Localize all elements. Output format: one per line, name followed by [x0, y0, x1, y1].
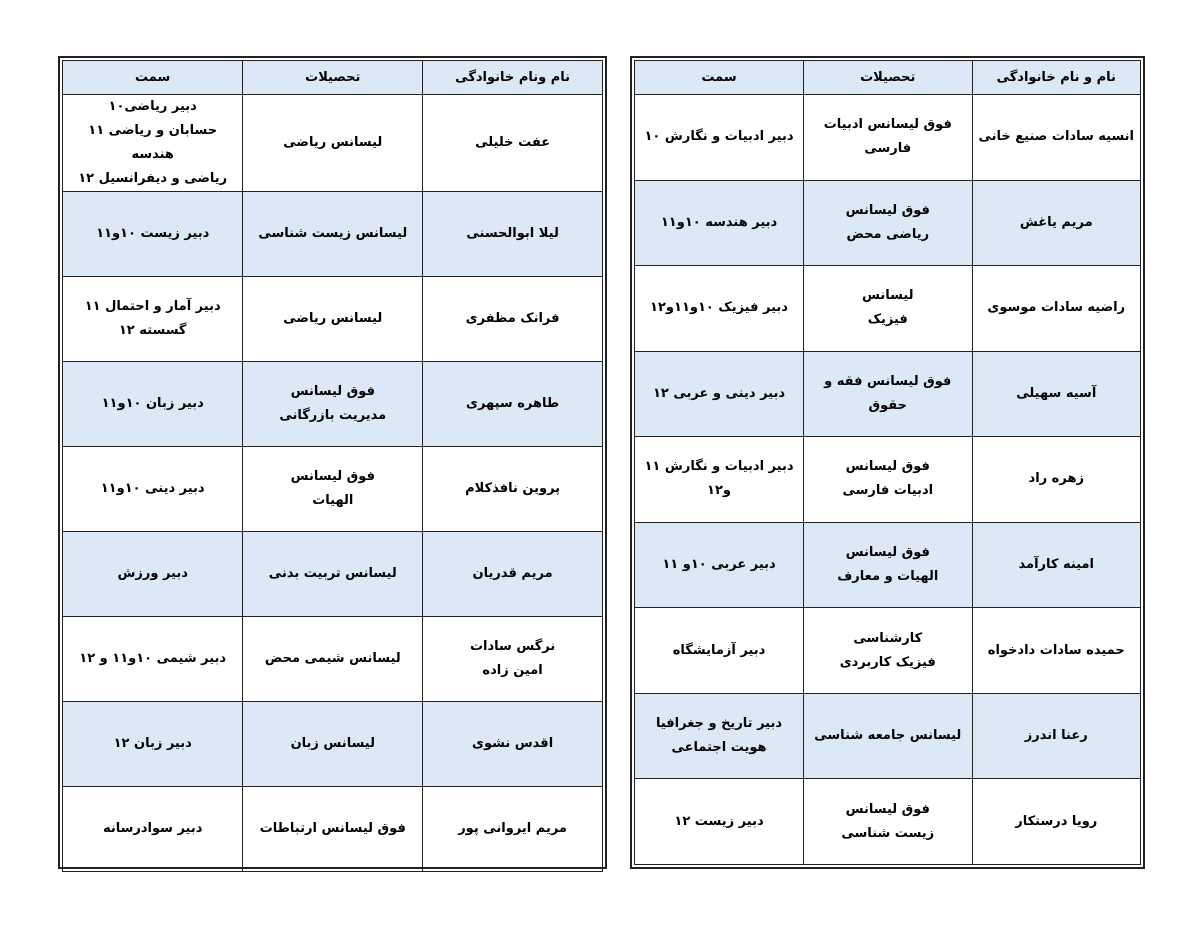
- cell-name: مریم یاغش: [972, 180, 1140, 266]
- right-staff-table-frame: [630, 56, 1145, 869]
- cell-name: راضیه سادات موسوی: [972, 266, 1140, 352]
- table-row: [635, 437, 1141, 523]
- table-row: [635, 351, 1141, 437]
- cell-name: حمیده سادات دادخواه: [972, 608, 1140, 694]
- cell-name: آسیه سهیلی: [972, 351, 1140, 437]
- header-position: سمت: [635, 61, 804, 95]
- cell-name: رعنا اندرز: [972, 693, 1140, 779]
- header-name: نام و نام خانوادگی: [972, 61, 1140, 95]
- table-row: [63, 95, 603, 192]
- cell-education: فوق لیسانس زیست شناسی: [804, 779, 972, 865]
- cell-position: دبیر زیست ۱۰و۱۱: [63, 192, 243, 277]
- cell-education: لیسانس فیزیک: [804, 266, 972, 352]
- table-row: [63, 447, 603, 532]
- cell-name: زهره راد: [972, 437, 1140, 523]
- right-staff-table: [634, 60, 1141, 865]
- cell-education: لیسانس زبان: [243, 702, 423, 787]
- table-row: [63, 192, 603, 277]
- table-row: [635, 693, 1141, 779]
- cell-position: دبیر فیزیک ۱۰و۱۱و۱۲: [635, 266, 804, 352]
- cell-education: فوق لیسانس ادبیات فارسی: [804, 95, 972, 181]
- cell-position: دبیر هندسه ۱۰و۱۱: [635, 180, 804, 266]
- table-row: [635, 180, 1141, 266]
- table-header-row: [63, 61, 603, 95]
- cell-position: دبیر زبان ۱۰و۱۱: [63, 362, 243, 447]
- header-name: نام ونام خانوادگی: [423, 61, 603, 95]
- left-staff-table-frame: [58, 56, 607, 869]
- cell-name: پروین نافذکلام: [423, 447, 603, 532]
- cell-education: فوق لیسانس الهیات و معارف: [804, 522, 972, 608]
- cell-name: اقدس نشوی: [423, 702, 603, 787]
- cell-position: دبیر آمار و احتمال ۱۱ گسسته ۱۲: [63, 277, 243, 362]
- cell-position: دبیر ورزش: [63, 532, 243, 617]
- cell-education: لیسانس جامعه شناسی: [804, 693, 972, 779]
- cell-education: فوق لیسانس ارتباطات: [243, 787, 423, 872]
- table-header-row: [635, 61, 1141, 95]
- table-row: [635, 779, 1141, 865]
- cell-name: امینه کارآمد: [972, 522, 1140, 608]
- cell-education: فوق لیسانس ادبیات فارسی: [804, 437, 972, 523]
- cell-education: فوق لیسانس فقه و حقوق: [804, 351, 972, 437]
- cell-name: عفت خلیلی: [423, 95, 603, 192]
- cell-position: دبیر شیمی ۱۰و۱۱ و ۱۲: [63, 617, 243, 702]
- cell-position: دبیر آزمایشگاه: [635, 608, 804, 694]
- table-row: [63, 532, 603, 617]
- cell-name: مریم ایروانی پور: [423, 787, 603, 872]
- cell-position: دبیر ریاضی۱۰ حسابان و ریاضی ۱۱ هندسه ریاضی و دیفرانسیل ۱۲: [63, 95, 243, 192]
- table-row: [63, 702, 603, 787]
- header-education: تحصیلات: [243, 61, 423, 95]
- cell-education: فوق لیسانس ریاضی محض: [804, 180, 972, 266]
- cell-position: دبیر زیست ۱۲: [635, 779, 804, 865]
- cell-name: مریم قدریان: [423, 532, 603, 617]
- cell-name: لیلا ابوالحسنی: [423, 192, 603, 277]
- table-row: [635, 95, 1141, 181]
- table-row: [635, 522, 1141, 608]
- cell-name: نرگس سادات امین زاده: [423, 617, 603, 702]
- table-row: [63, 277, 603, 362]
- table-row: [635, 266, 1141, 352]
- cell-name: رویا درستکار: [972, 779, 1140, 865]
- cell-position: دبیر دینی ۱۰و۱۱: [63, 447, 243, 532]
- table-row: [63, 362, 603, 447]
- left-staff-table: [62, 60, 603, 872]
- cell-education: لیسانس ریاضی: [243, 277, 423, 362]
- table-row: [63, 617, 603, 702]
- cell-position: دبیر ادبیات و نگارش ۱۱ و۱۲: [635, 437, 804, 523]
- cell-education: فوق لیسانس الهیات: [243, 447, 423, 532]
- cell-position: دبیر تاریخ و جغرافیا هویت اجتماعی: [635, 693, 804, 779]
- cell-education: لیسانس تربیت بدنی: [243, 532, 423, 617]
- table-row: [635, 608, 1141, 694]
- cell-name: فرانک مظفری: [423, 277, 603, 362]
- cell-name: انسیه سادات صنیع خانی: [972, 95, 1140, 181]
- cell-name: طاهره سپهری: [423, 362, 603, 447]
- cell-education: فوق لیسانس مدیریت بازرگانی: [243, 362, 423, 447]
- cell-education: لیسانس شیمی محض: [243, 617, 423, 702]
- cell-position: دبیر ادبیات و نگارش ۱۰: [635, 95, 804, 181]
- cell-education: کارشناسی فیزیک کاربردی: [804, 608, 972, 694]
- cell-position: دبیر دینی و عربی ۱۲: [635, 351, 804, 437]
- cell-position: دبیر زبان ۱۲: [63, 702, 243, 787]
- table-row: [63, 787, 603, 872]
- header-position: سمت: [63, 61, 243, 95]
- cell-position: دبیر عربی ۱۰و ۱۱: [635, 522, 804, 608]
- cell-education: لیسانس ریاضی: [243, 95, 423, 192]
- cell-education: لیسانس زیست شناسی: [243, 192, 423, 277]
- header-education: تحصیلات: [804, 61, 972, 95]
- cell-position: دبیر سوادرسانه: [63, 787, 243, 872]
